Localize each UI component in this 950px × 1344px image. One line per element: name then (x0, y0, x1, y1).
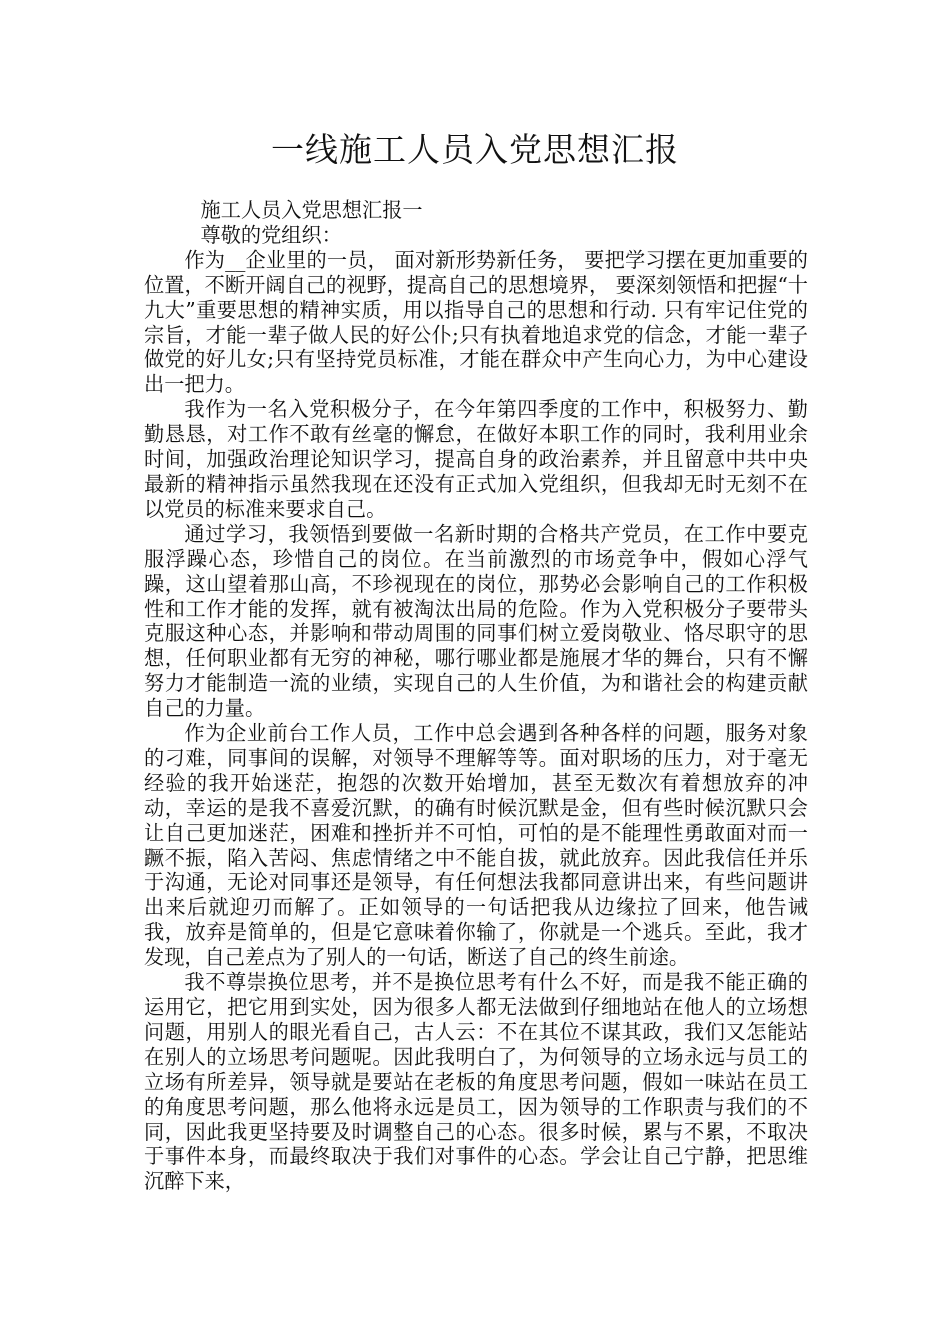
document-title: 一线施工人员入党思想汇报 (271, 130, 679, 169)
document-body (144, 198, 808, 1194)
paragraph-2: 我作为一名入党积极分子，在今年第四季度的工作中，积极努力、勤勤恳恳，对工作不敢有丝毫的懈怠，在做好本职工作的同时，我利用业余时间，加强政治理论知识学习，提高自身的政治素养，并且留意中共中央最新的精神指示虽然我现在还没有正式加入党组织，但我却无时无刻不在以党员的标准来要求自己。 (144, 397, 808, 521)
document-subtitle: 施工人员入党思想汇报一 (200, 198, 423, 222)
salutation: 尊敬的党组织： (200, 222, 342, 247)
paragraph-4: 作为企业前台工作人员，工作中总会遇到各种各样的问题，服务对象的刁难，同事间的误解，对领导不理解等等。面对职场的压力，对于毫无经验的我开始迷茫，抱怨的次数开始增加，甚至无数次有着想放弃的冲动，幸运的是我不喜爱沉默，的确有时候沉默是金，但有些时候沉默只会让自己更加迷茫，困难和挫折并不可怕，可怕的是不能理性勇敢面对而一蹶不振，陷入苦闷、焦虑情绪之中不能自拔，就此放弃。因此我信任并乐于沟通，无论对同事还是领导，有任何想法我都同意讲出来，有些问题讲出来后就迎刃而解了。正如领导的一句话把我从边缘拉了回来，他告诫我，放弃是简单的，但是它意味着你输了，你就是一个逃兵。至此，我才发现，自己差点为了别人的一句话，断送了自己的终生前途。 (144, 721, 808, 970)
paragraph-5: 我不尊崇换位思考，并不是换位思考有什么不好，而是我不能正确的运用它，把它用到实处，因为很多人都无法做到仔细地站在他人的立场想问题，用别人的眼光看自己，古人云：不在其位不谋其政，我们又怎能站在别人的立场思考问题呢。因此我明白了，为何领导的立场永远与员工的立场有所差异，领导就是要站在老板的角度思考问题，假如一味站在员工的角度思考问题，那么他将永远是员工，因为领导的工作职责与我们的不同，因此我更坚持要及时调整自己的心态。很多时候，累与不累，不取决于事件本身，而最终取决于我们对事件的心态。学会让自己宁静，把思维沉醉下来， (144, 970, 808, 1194)
paragraph-1: 作为__企业里的一员， 面对新形势新任务， 要把学习摆在更加重要的位置，不断开阔自己的视野，提高自己的思想境界， 要深刻领悟和把握“十九大”重要思想的精神实质，用以指导自己的思想和行动. 只有牢记住党的宗旨，才能一辈子做人民的好公仆;只有执着地追求党的信念，才能一辈子做党的好儿女;只有坚持党员标准，才能在群众中产生向心力，为中心建设出一把力。 (144, 247, 808, 397)
paragraph-3: 通过学习，我领悟到要做一名新时期的合格共产党员，在工作中要克服浮躁心态，珍惜自己的岗位。在当前激烈的市场竞争中，假如心浮气躁，这山望着那山高，不珍视现在的岗位，那势必会影响自己的工作积极性和工作才能的发挥，就有被淘汰出局的危险。作为入党积极分子要带头克服这种心态，并影响和带动周围的同事们树立爱岗敬业、恪尽职守的思想，任何职业都有无穷的神秘，哪行哪业都是施展才华的舞台，只有不懈努力才能制造一流的业绩，实现自己的人生价值，为和谐社会的构建贡献自己的力量。 (144, 521, 808, 721)
